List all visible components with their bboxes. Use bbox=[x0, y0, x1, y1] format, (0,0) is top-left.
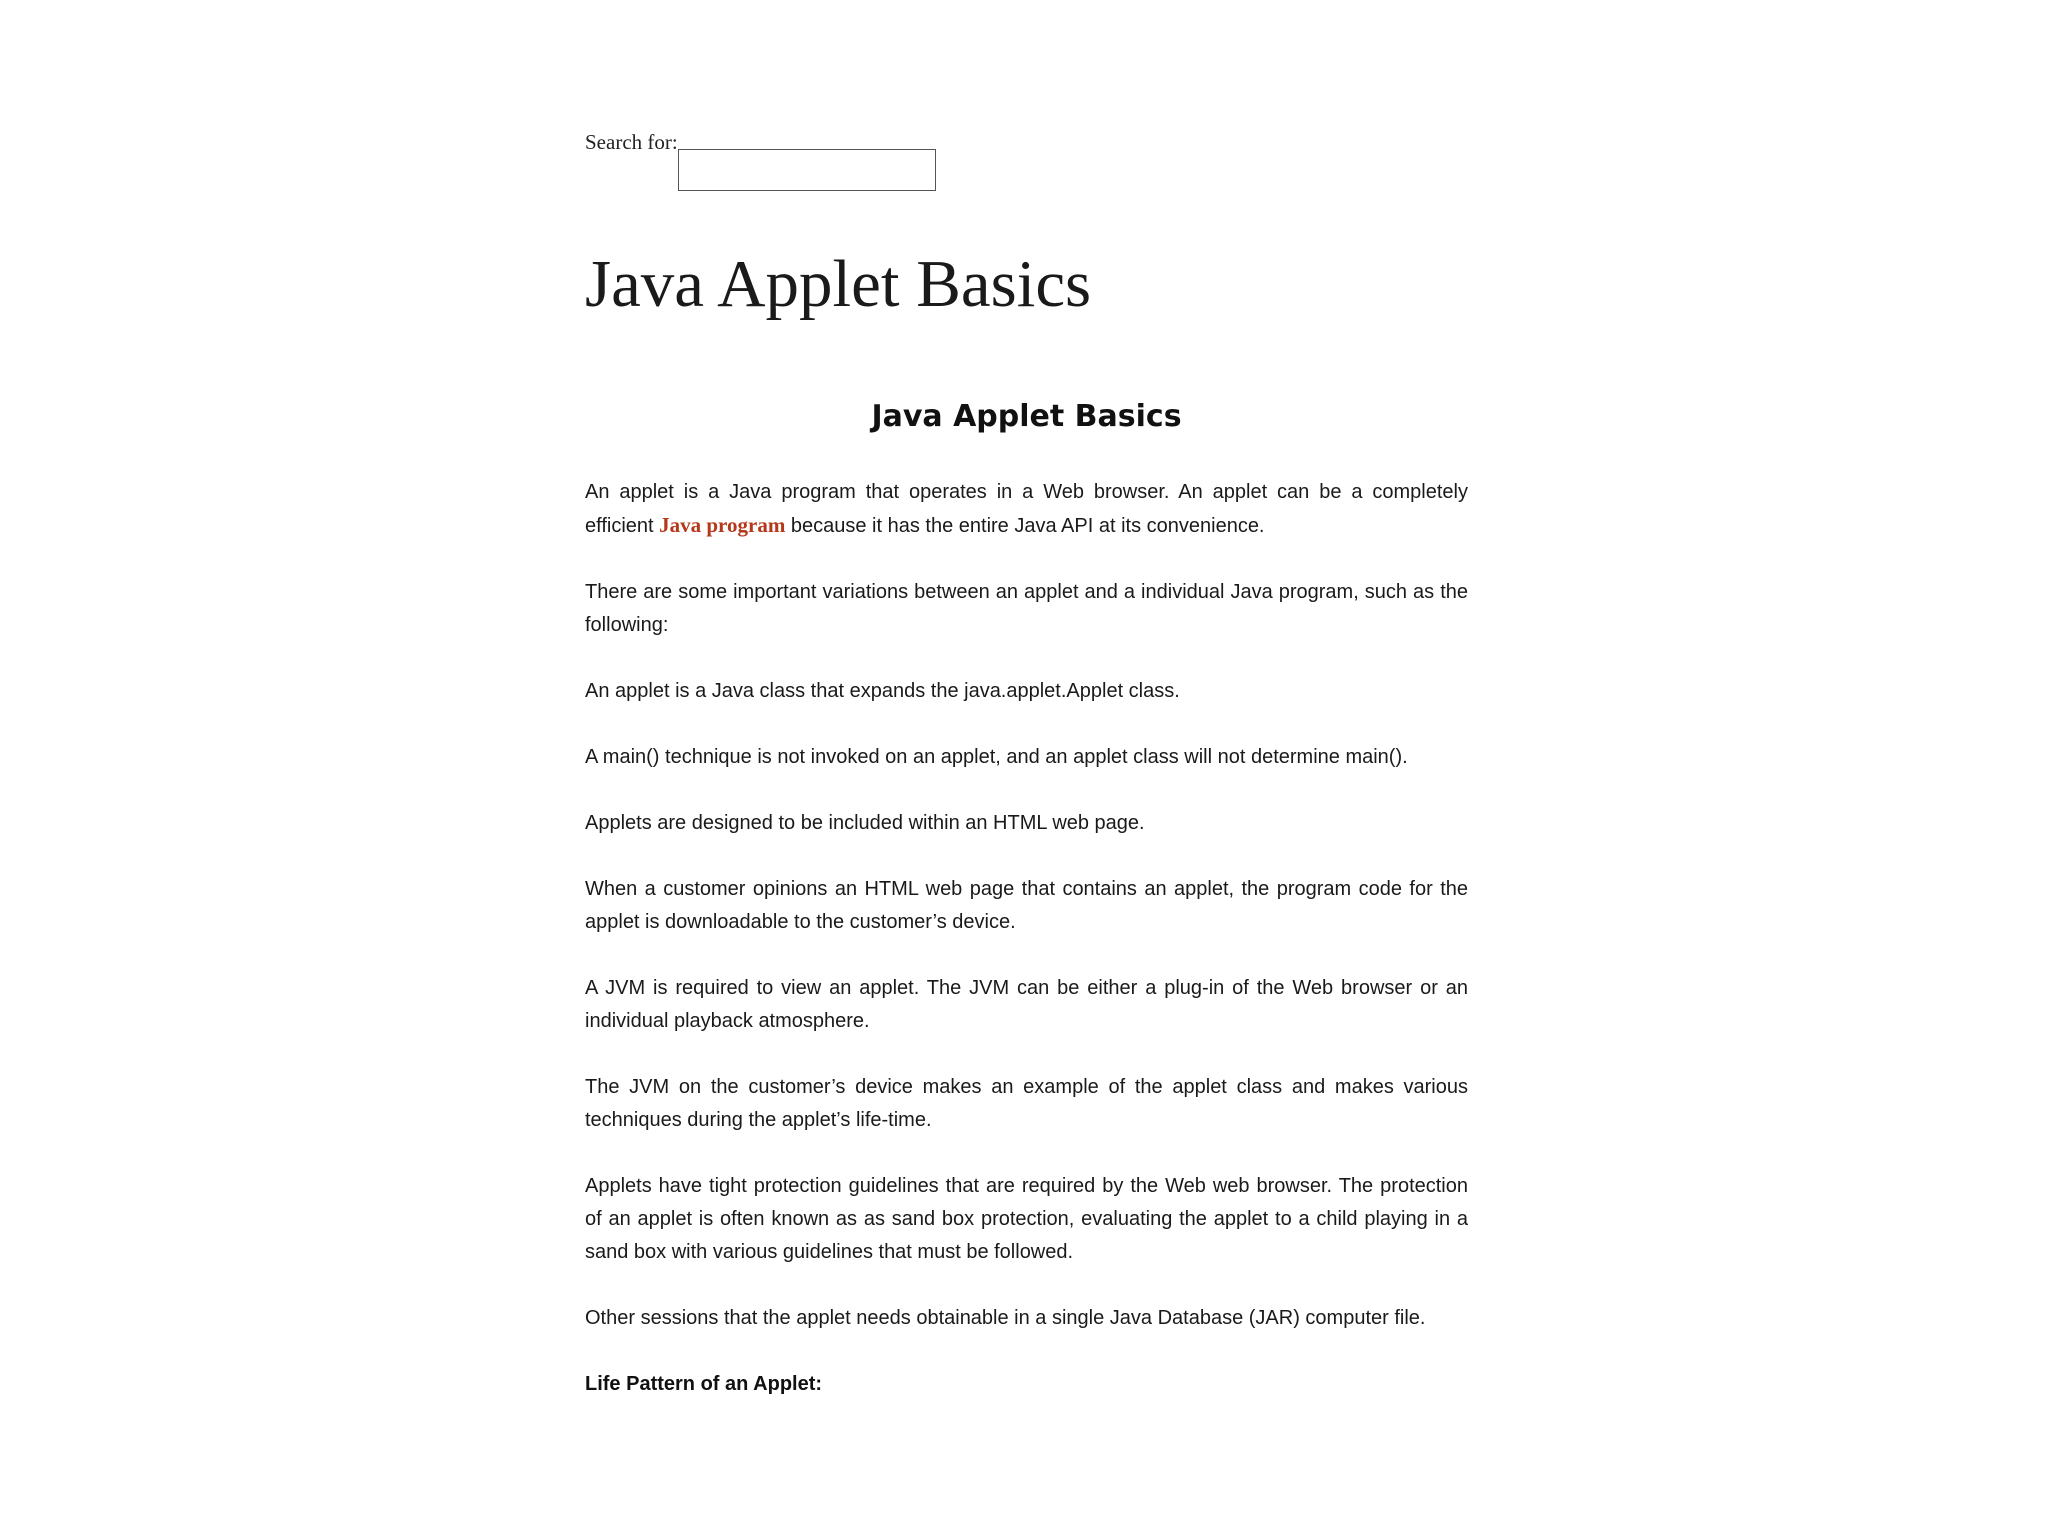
paragraph: The JVM on the customer’s device makes an example of the applet class and makes various techniques during the applet’s life-time. bbox=[585, 1076, 1468, 1131]
paragraph: A main() technique is not invoked on an applet, and an applet class will not determine main(). bbox=[585, 746, 1408, 768]
intro-text-end: because it has the entire Java API at its convenience. bbox=[785, 515, 1265, 537]
paragraph: A JVM is required to view an applet. The JVM can be either a plug-in of the Web browser or an individual playback atmosphere. bbox=[585, 977, 1468, 1032]
paragraph: When a customer opinions an HTML web page that contains an applet, the program code for the applet is downloadable to the customer’s device. bbox=[585, 878, 1468, 933]
paragraph-intro bbox=[585, 476, 1468, 543]
search-form bbox=[585, 128, 936, 191]
section-heading-life-pattern: Life Pattern of an Applet: bbox=[585, 1373, 823, 1395]
search-input[interactable] bbox=[678, 149, 936, 191]
article bbox=[585, 392, 1468, 1401]
search-label: Search for: bbox=[585, 130, 678, 154]
paragraph: Applets are designed to be included within an HTML web page. bbox=[585, 812, 1145, 834]
intro-text-start: An applet is a Java program that operates in a Web browser. An applet can be a completely efficient bbox=[585, 481, 1468, 537]
article-title: Java Applet Basics bbox=[871, 399, 1182, 434]
paragraph: An applet is a Java class that expands the java.applet.Applet class. bbox=[585, 680, 1180, 702]
paragraph: There are some important variations between an applet and a individual Java program, such as the following: bbox=[585, 581, 1468, 636]
site-title: Java Applet Basics bbox=[585, 247, 1092, 321]
paragraph: Applets have tight protection guidelines that are required by the Web web browser. The protection of an applet is often known as as sand box protection, evaluating the applet to a child playing in a sand box with various guidelines that must be followed. bbox=[585, 1175, 1468, 1263]
paragraph: Other sessions that the applet needs obtainable in a single Java Database (JAR) computer file. bbox=[585, 1307, 1426, 1329]
java-program-link[interactable]: Java program bbox=[659, 513, 786, 537]
